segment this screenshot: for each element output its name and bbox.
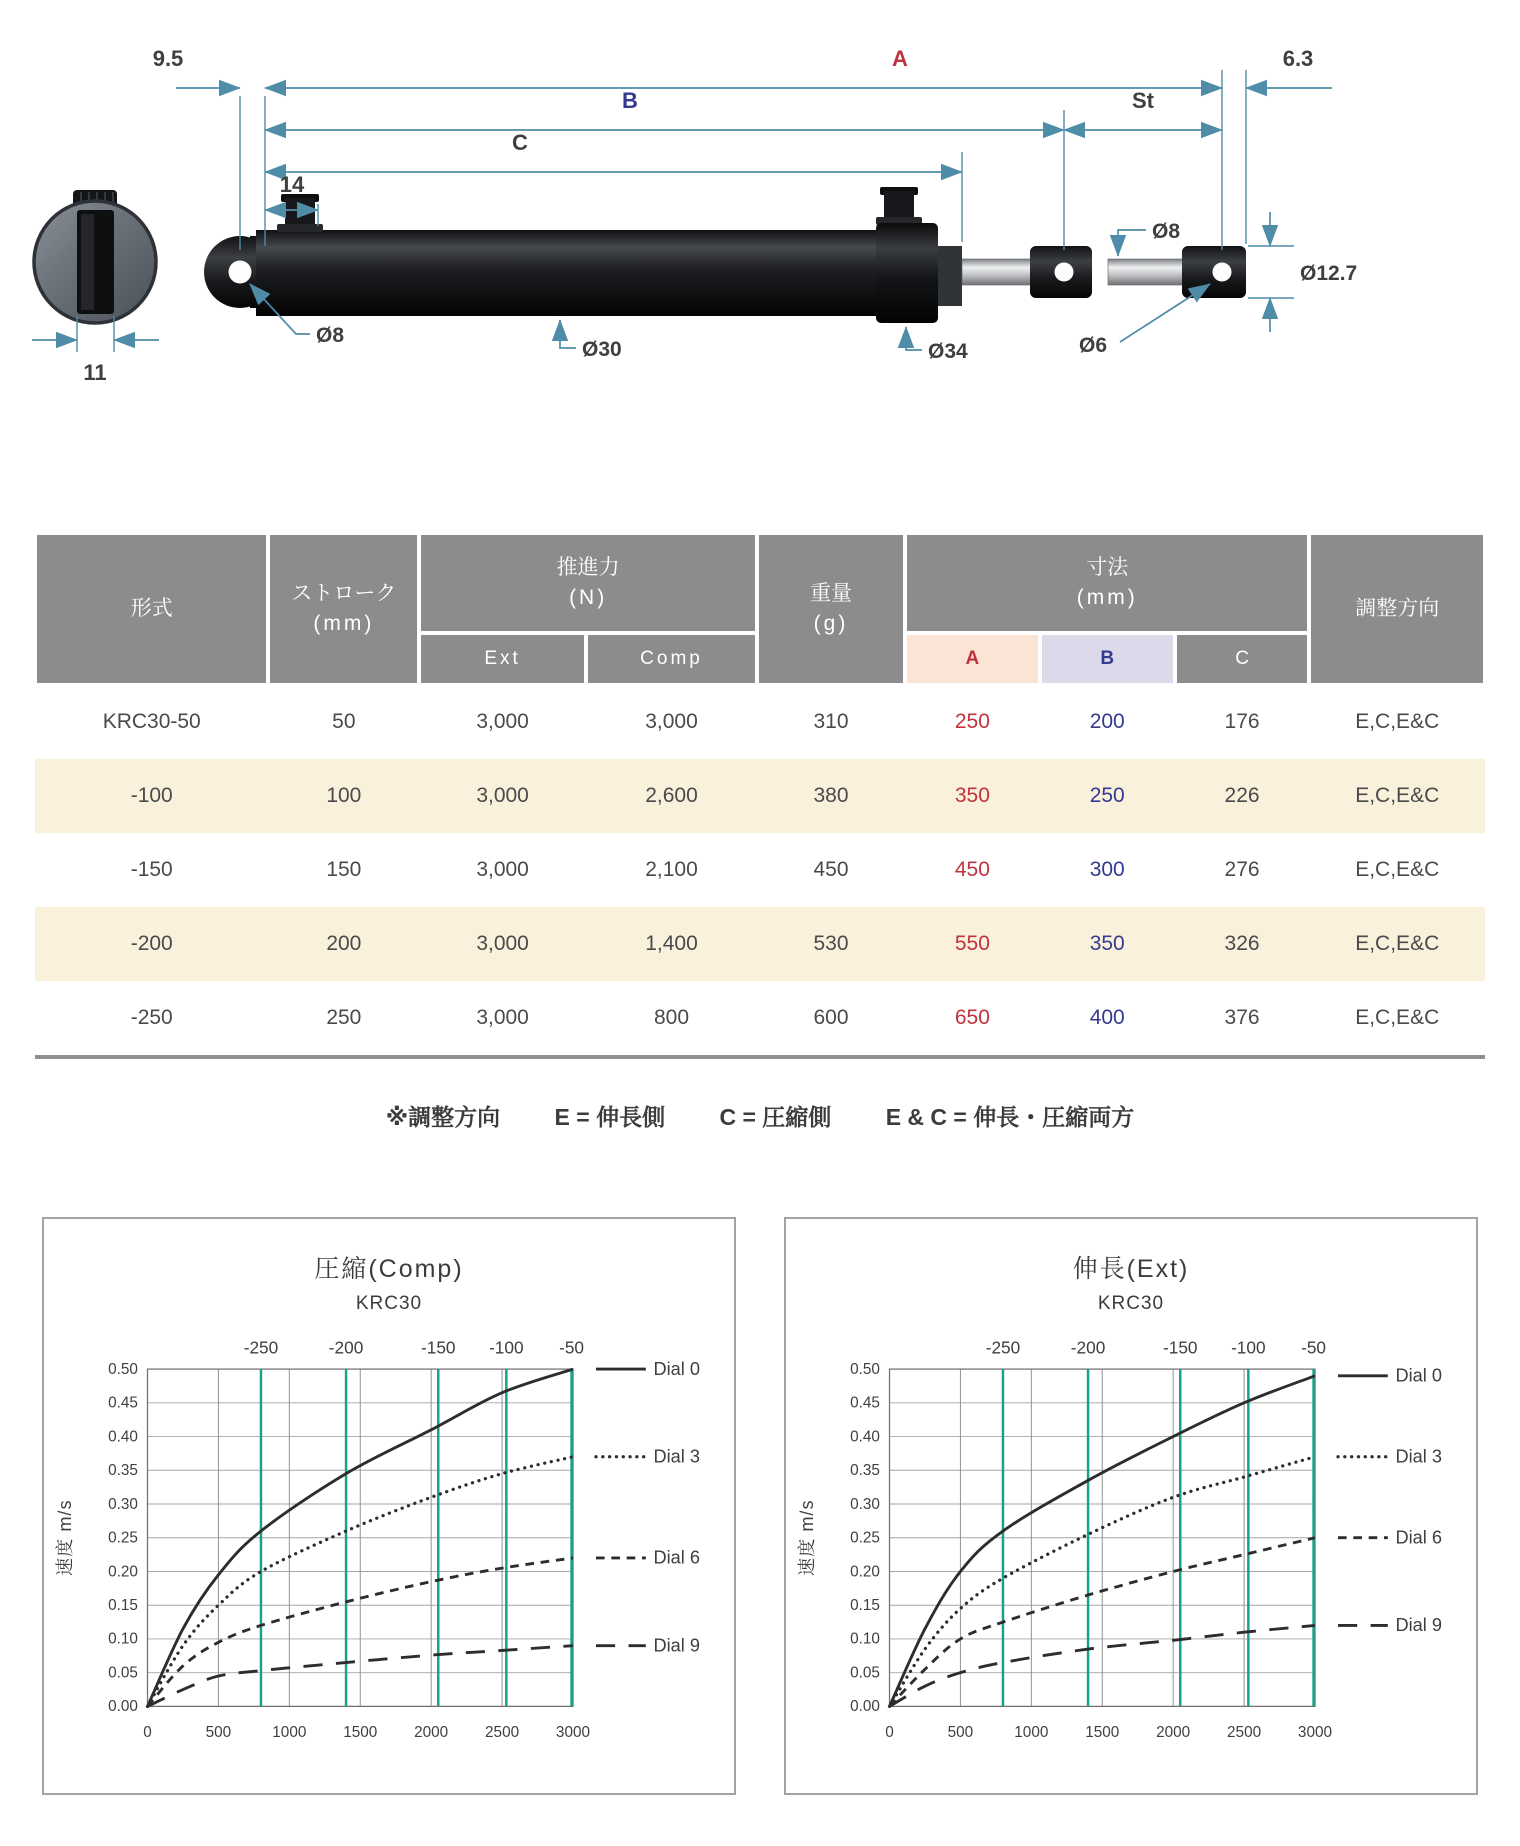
- top-axis-label: -200: [1070, 1337, 1106, 1358]
- cell-weight: 530: [757, 907, 905, 981]
- cell-stroke: 50: [268, 685, 419, 759]
- chart-ext: [784, 1217, 1478, 1795]
- dim-b-label: B: [622, 88, 638, 113]
- chart-ext-title: 伸長(Ext): [1072, 1255, 1190, 1283]
- header-col-c-label: C: [1235, 648, 1249, 670]
- header-comp: [586, 633, 757, 685]
- dim-11-label: 11: [83, 360, 107, 385]
- header-thrust-line1: 推進力: [556, 555, 620, 579]
- dia8-rod-label: Ø8: [1152, 220, 1181, 243]
- cell-dim-a: 250: [905, 685, 1040, 759]
- footnote-item-both: E & C = 伸長・圧縮両方: [885, 1104, 1135, 1130]
- cell-stroke: 250: [268, 981, 419, 1059]
- cell-comp: 2,100: [586, 833, 757, 907]
- x-tick-label: 3000: [1297, 1724, 1333, 1742]
- chart-comp-subtitle: KRC30: [355, 1293, 423, 1314]
- cell-dim-c: 326: [1175, 907, 1310, 981]
- x-tick-label: 3000: [555, 1724, 591, 1742]
- top-axis-label: -100: [489, 1337, 524, 1358]
- cell-model: -150: [35, 833, 268, 907]
- cylinder-body: [256, 230, 876, 316]
- cell-direction: E,C,E&C: [1309, 685, 1485, 759]
- cell-dim-b: 350: [1040, 907, 1175, 981]
- cell-dim-a: 350: [905, 759, 1040, 833]
- cell-direction: E,C,E&C: [1309, 981, 1485, 1059]
- legend-label: Dial 0: [653, 1358, 700, 1379]
- performance-charts: [0, 1217, 1520, 1795]
- cell-ext: 3,000: [419, 759, 586, 833]
- header-weight-line2: (g): [813, 612, 849, 635]
- top-axis-label: -50: [1301, 1337, 1327, 1358]
- top-axis-label: -250: [243, 1337, 279, 1358]
- x-tick-label: 0: [143, 1724, 152, 1742]
- dia30-label: Ø30: [582, 338, 622, 361]
- cell-stroke: 100: [268, 759, 419, 833]
- cylinder-assembly: [204, 187, 1246, 323]
- cell-direction: E,C,E&C: [1309, 833, 1485, 907]
- cell-ext: 3,000: [419, 685, 586, 759]
- footnote-label: ※調整方向: [385, 1104, 501, 1130]
- x-tick-label: 2500: [485, 1724, 520, 1742]
- header-stroke-line2: (mm): [313, 612, 375, 635]
- cell-ext: 3,000: [419, 981, 586, 1059]
- dia34-leader: [906, 327, 922, 350]
- x-tick-label: 2500: [1227, 1724, 1262, 1742]
- header-model: [35, 533, 268, 685]
- y-tick-label: 0.30: [108, 1495, 138, 1513]
- dia12-7-label: Ø12.7: [1300, 262, 1358, 285]
- x-tick-label: 0: [885, 1724, 894, 1742]
- left-valve-flange: [277, 224, 323, 232]
- x-tick-label: 1500: [343, 1724, 378, 1742]
- knob-slot-shade: [81, 214, 94, 310]
- x-tick-label: 2000: [1156, 1724, 1191, 1742]
- cell-model: -100: [35, 759, 268, 833]
- table-row: [35, 685, 1485, 759]
- x-tick-label: 1000: [1014, 1724, 1049, 1742]
- chart-ext-plot: [786, 1325, 1476, 1775]
- cell-dim-a: 450: [905, 833, 1040, 907]
- chart-comp: [42, 1217, 736, 1795]
- x-tick-label: 1000: [272, 1724, 307, 1742]
- table-row: [35, 759, 1485, 833]
- table-footnote: [0, 1099, 1520, 1132]
- dia8-eyelet-label: Ø8: [316, 324, 345, 347]
- dia34-label: Ø34: [928, 340, 968, 363]
- y-axis-label: 速度 m/s: [796, 1499, 817, 1576]
- header-weight-line1: 重量: [810, 581, 852, 605]
- dia8-rod-leader: [1118, 230, 1146, 256]
- dim-st-label: St: [1132, 88, 1154, 113]
- dim-a-label: A: [892, 46, 908, 71]
- cell-dim-b: 200: [1040, 685, 1175, 759]
- y-tick-label: 0.05: [108, 1664, 138, 1682]
- header-ext: [419, 633, 586, 685]
- cell-comp: 3,000: [586, 685, 757, 759]
- legend-label: Dial 0: [1395, 1365, 1442, 1386]
- header-col-c: [1175, 633, 1310, 685]
- cell-model: -250: [35, 981, 268, 1059]
- cell-comp: 800: [586, 981, 757, 1059]
- y-tick-label: 0.25: [850, 1529, 880, 1547]
- y-tick-label: 0.00: [850, 1698, 880, 1716]
- cell-direction: E,C,E&C: [1309, 759, 1485, 833]
- chart-comp-title: 圧縮(Comp): [314, 1255, 464, 1283]
- cell-comp: 2,600: [586, 759, 757, 833]
- y-tick-label: 0.40: [108, 1428, 138, 1446]
- legend-label: Dial 6: [653, 1547, 700, 1568]
- header-stroke: [268, 533, 419, 685]
- legend-label: Dial 3: [653, 1446, 700, 1467]
- cell-ext: 3,000: [419, 833, 586, 907]
- header-ext-label: Ext: [484, 648, 521, 670]
- y-tick-label: 0.10: [108, 1630, 138, 1648]
- y-tick-label: 0.30: [850, 1495, 880, 1513]
- y-tick-label: 0.25: [108, 1529, 138, 1547]
- cell-stroke: 150: [268, 833, 419, 907]
- y-tick-label: 0.00: [108, 1698, 138, 1716]
- y-tick-label: 0.40: [850, 1428, 880, 1446]
- cell-dim-c: 176: [1175, 685, 1310, 759]
- header-col-b: [1040, 633, 1175, 685]
- y-tick-label: 0.35: [850, 1462, 880, 1480]
- dia30-leader: [560, 320, 576, 348]
- dim-14-label: 14: [279, 172, 305, 197]
- y-axis-label: 速度 m/s: [54, 1499, 75, 1576]
- cell-weight: 450: [757, 833, 905, 907]
- header-direction-label: 調整方向: [1355, 596, 1440, 620]
- header-direction: [1309, 533, 1485, 685]
- cell-dim-b: 250: [1040, 759, 1175, 833]
- rod-end-extended-hole: [1213, 263, 1232, 282]
- eyelet-hole: [229, 261, 252, 284]
- cell-dim-a: 650: [905, 981, 1040, 1059]
- footnote-item-ext: E = 伸長側: [554, 1104, 666, 1130]
- header-model-label: 形式: [130, 596, 173, 620]
- top-axis-label: -200: [328, 1337, 364, 1358]
- header-stroke-line1: ストローク: [291, 581, 397, 605]
- header-dims-line1: 寸法: [1086, 555, 1129, 579]
- header-weight: [757, 533, 905, 685]
- cell-dim-c: 226: [1175, 759, 1310, 833]
- x-tick-label: 1500: [1085, 1724, 1120, 1742]
- y-tick-label: 0.50: [108, 1360, 138, 1378]
- top-axis-label: -250: [985, 1337, 1021, 1358]
- piston-rod-extended: [1108, 259, 1184, 285]
- header-dims-line2: (mm): [1076, 586, 1138, 609]
- top-axis-label: -150: [421, 1337, 456, 1358]
- gland: [938, 246, 962, 306]
- legend-label: Dial 3: [1395, 1446, 1442, 1467]
- y-tick-label: 0.45: [850, 1394, 880, 1412]
- cell-weight: 380: [757, 759, 905, 833]
- dia6-label: Ø6: [1078, 334, 1108, 357]
- header-col-b-label: B: [1100, 648, 1115, 670]
- cell-comp: 1,400: [586, 907, 757, 981]
- table-row: [35, 833, 1485, 907]
- dim-9-5-label: 9.5: [152, 46, 184, 71]
- cell-stroke: 200: [268, 907, 419, 981]
- cell-dim-b: 400: [1040, 981, 1175, 1059]
- cell-weight: 600: [757, 981, 905, 1059]
- header-comp-label: Comp: [640, 648, 703, 670]
- top-axis-label: -150: [1163, 1337, 1198, 1358]
- y-tick-label: 0.15: [850, 1597, 880, 1615]
- header-thrust: [419, 533, 757, 633]
- cell-weight: 310: [757, 685, 905, 759]
- x-tick-label: 500: [947, 1724, 974, 1742]
- legend-label: Dial 9: [653, 1635, 700, 1656]
- y-tick-label: 0.35: [108, 1462, 138, 1480]
- spec-table: [35, 533, 1485, 1059]
- legend-label: Dial 9: [1395, 1615, 1442, 1636]
- legend-label: Dial 6: [1395, 1527, 1442, 1548]
- cell-dim-c: 376: [1175, 981, 1310, 1059]
- y-tick-label: 0.10: [850, 1630, 880, 1648]
- dim-6-3-label: 6.3: [1282, 46, 1314, 71]
- y-tick-label: 0.05: [850, 1664, 880, 1682]
- y-tick-label: 0.20: [850, 1563, 880, 1581]
- cell-direction: E,C,E&C: [1309, 907, 1485, 981]
- y-tick-label: 0.50: [850, 1360, 880, 1378]
- chart-comp-plot: [44, 1325, 734, 1775]
- collar: [876, 223, 938, 323]
- y-tick-label: 0.20: [108, 1563, 138, 1581]
- spec-table-body: [35, 685, 1485, 1059]
- table-row: [35, 907, 1485, 981]
- dim-c-label: C: [512, 130, 528, 155]
- x-tick-label: 2000: [414, 1724, 449, 1742]
- spec-table-head: [35, 533, 1485, 685]
- dia6-leader: [1120, 284, 1210, 342]
- cell-ext: 3,000: [419, 907, 586, 981]
- header-col-a-label: A: [965, 648, 980, 670]
- y-tick-label: 0.45: [108, 1394, 138, 1412]
- table-row: [35, 981, 1485, 1059]
- rod-end-retracted-hole: [1055, 263, 1074, 282]
- top-axis-label: -100: [1231, 1337, 1266, 1358]
- piston-rod: [962, 259, 1032, 285]
- top-axis-label: -50: [559, 1337, 585, 1358]
- cell-dim-c: 276: [1175, 833, 1310, 907]
- header-col-a: [905, 633, 1040, 685]
- footnote-item-comp: C = 圧縮側: [719, 1104, 832, 1130]
- cell-dim-b: 300: [1040, 833, 1175, 907]
- chart-ext-subtitle: KRC30: [1097, 1293, 1165, 1314]
- end-view-knob: [34, 190, 156, 323]
- x-tick-label: 500: [205, 1724, 232, 1742]
- cell-dim-a: 550: [905, 907, 1040, 981]
- y-tick-label: 0.15: [108, 1597, 138, 1615]
- header-dims: [905, 533, 1310, 633]
- cell-model: KRC30-50: [35, 685, 268, 759]
- header-thrust-line2: (N): [569, 586, 608, 609]
- cell-model: -200: [35, 907, 268, 981]
- dimension-diagram: [0, 0, 1520, 430]
